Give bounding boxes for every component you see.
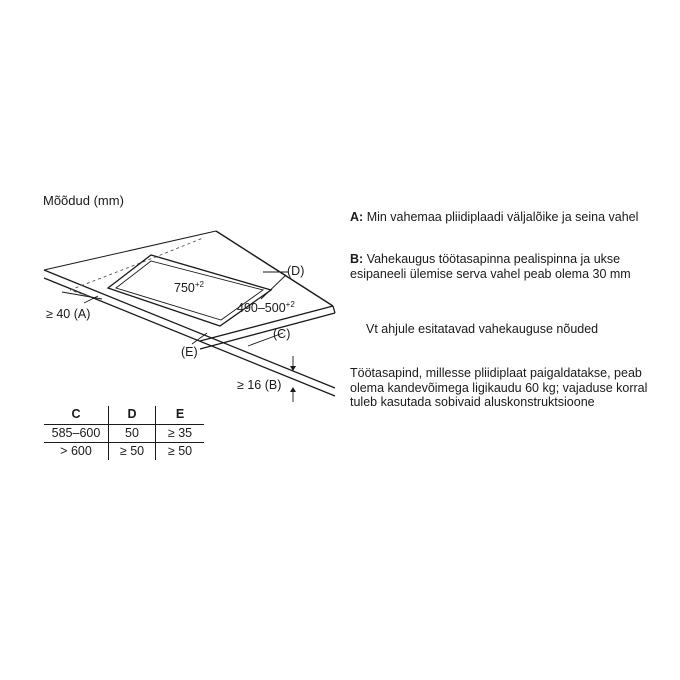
note-b-text: Vahekaugus töötasapinna pealispinna ja ukse esipaneeli ülemise serva vahel peab olema 30 mm (350, 252, 631, 281)
table-row (44, 443, 204, 461)
dim-b-arrow-up (290, 387, 296, 392)
note-a-key: A: (350, 210, 364, 224)
note-b-key: B: (350, 252, 364, 266)
table-row (44, 425, 204, 443)
table-cell: ≥ 50 (109, 443, 156, 461)
table-header-d: D (109, 406, 156, 425)
diagram-title: Mõõdud (mm) (43, 193, 124, 208)
table-cell: > 600 (60, 444, 92, 458)
label-d: (D) (287, 264, 305, 278)
label-b: ≥ 16 (B) (237, 378, 282, 392)
note-worktop: Töötasapind, millesse pliidiplaat paigaldatakse, peab olema kandevõimega ligikaudu 60 kg; vajaduse korral tuleb kasutada sobivaid aluskonstruktsioone (350, 366, 648, 409)
label-490-sup: +2 (285, 300, 295, 309)
label-750-value: 750 (174, 281, 195, 296)
table-cell: 50 (109, 425, 156, 443)
label-490 (237, 300, 295, 315)
dim-490-line (261, 275, 286, 299)
table-cell: ≥ 50 (156, 443, 205, 461)
table-cell: ≥ 35 (156, 425, 205, 443)
label-a: ≥ 40 (A) (46, 307, 91, 321)
table-cell: 585–600 (51, 426, 101, 440)
worktop-right-thickness-2 (200, 313, 335, 349)
note-b (350, 252, 650, 281)
worktop-right-edge (333, 306, 335, 313)
worktop-back-edge (44, 231, 216, 270)
clearance-table (44, 406, 204, 460)
note-a-text: Min vahemaa pliidiplaadi väljalõike ja seina vahel (366, 210, 639, 224)
table-header-row (44, 406, 204, 425)
worktop-right-back-edge (216, 231, 333, 306)
table-header-c: C (71, 407, 81, 421)
label-e: (E) (181, 345, 198, 359)
note-oven: Vt ahjule esitatavad vahekauguse nõuded (366, 322, 599, 336)
label-750-sup: +2 (194, 280, 204, 289)
note-a (350, 210, 650, 225)
label-750 (174, 280, 204, 295)
label-490-value: 490–500 (237, 301, 286, 316)
table-header-e: E (156, 406, 205, 425)
label-c: (C) (273, 327, 291, 341)
